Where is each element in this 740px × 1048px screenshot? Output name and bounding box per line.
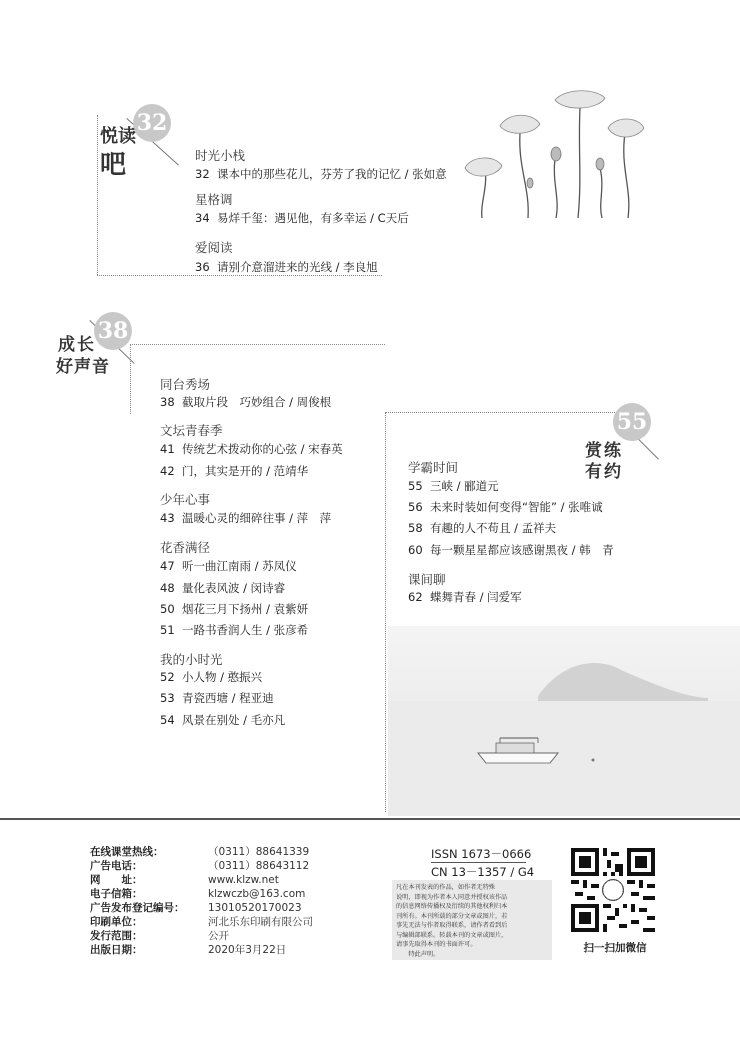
category-label: 学霸时间: [408, 460, 459, 475]
section-title: 成长: [58, 335, 96, 355]
category-label: 时光小栈: [195, 148, 246, 163]
toc-entry[interactable]: 51 一路书香润人生 / 张彦希: [160, 623, 309, 637]
toc-entry[interactable]: 54 风景在别处 / 毛亦凡: [160, 713, 286, 727]
toc-entry[interactable]: 43 温暖心灵的细碎往事 / 萍 萍: [160, 511, 332, 525]
toc-entry[interactable]: 42 门，其实是开的 / 范靖华: [160, 464, 309, 478]
section-title: 赏练: [585, 441, 623, 461]
toc-entry[interactable]: 38 截取片段 巧妙组合 / 周俊根: [160, 395, 332, 409]
boat-lake-illustration: [388, 626, 740, 816]
toc-entry[interactable]: 36 请别介意溜进来的光线 / 李良旭: [195, 260, 378, 274]
toc-entry[interactable]: 32 课本中的那些花儿，芬芳了我的记忆 / 张如意: [195, 167, 447, 181]
website-link[interactable]: www.klzw.net: [208, 874, 279, 886]
toc-entry[interactable]: 41 传统艺术拨动你的心弦 / 宋春英: [160, 442, 343, 456]
section-number-badge: 32: [133, 104, 171, 142]
qr-code-label: 扫一扫加微信: [583, 942, 647, 954]
footer-divider: [0, 818, 740, 820]
category-label: 星格调: [195, 192, 233, 207]
category-label: 同台秀场: [160, 377, 211, 392]
toc-entry[interactable]: 34 易烊千玺：遇见他，有多幸运 / C天后: [195, 211, 409, 225]
toc-entry[interactable]: 48 量化表风波 / 闵诗睿: [160, 581, 286, 595]
toc-entry[interactable]: 53 青瓷西塘 / 程亚迪: [160, 691, 274, 705]
section-number-badge: 38: [94, 312, 132, 350]
section-title: 悦读: [100, 126, 136, 147]
toc-entry[interactable]: 47 听一曲江南雨 / 苏凤仪: [160, 559, 297, 573]
issn-number: ISSN 1673－0666: [431, 847, 532, 861]
toc-entry[interactable]: 50 烟花三月下扬州 / 袁紫妍: [160, 602, 309, 616]
copyright-notice: 凡在本刊发表的作品，如作者无特殊 说明，即视为作者本人同意并授权该作品 的信息网络传播权及衍续的其他权利归本 刊所有。本刊所载的部分文章或图片，若 事先无法与作者取得联系，请作者看到后 与编辑部联系。转载本刊的文章或图片， 请事先取得本刊的书面许可。 特此声明。: [392, 880, 552, 960]
email-link[interactable]: klzwczb@163.com: [208, 888, 306, 900]
category-label: 课间聊: [408, 572, 446, 587]
toc-entry[interactable]: 55 三峡 / 郦道元: [408, 479, 499, 493]
section-title: 吧: [100, 150, 127, 180]
section-number-badge: 55: [613, 403, 651, 441]
toc-entry[interactable]: 52 小人物 / 憨振兴: [160, 670, 263, 684]
toc-entry[interactable]: 58 有趣的人不苟且 / 孟祥夫: [408, 521, 557, 535]
category-label: 花香满径: [160, 540, 211, 555]
section-title: 有约: [585, 462, 623, 482]
toc-entry[interactable]: 60 每一颗星星都应该感谢黑夜 / 韩 青: [408, 543, 614, 557]
cn-number: CN 13－1357 / G4: [431, 865, 535, 879]
wechat-qr-code[interactable]: [571, 848, 655, 932]
toc-entry[interactable]: 62 蝶舞青春 / 闫爱军: [408, 590, 522, 604]
toc-entry[interactable]: 56 未来时装如何变得“智能” / 张唯诚: [408, 500, 603, 514]
category-label: 文坛青春季: [160, 423, 223, 438]
category-label: 爱阅读: [195, 240, 233, 255]
section-title: 好声音: [56, 357, 110, 377]
category-label: 我的小时光: [160, 652, 223, 667]
category-label: 少年心事: [160, 492, 211, 507]
flower-illustration: [460, 88, 650, 223]
